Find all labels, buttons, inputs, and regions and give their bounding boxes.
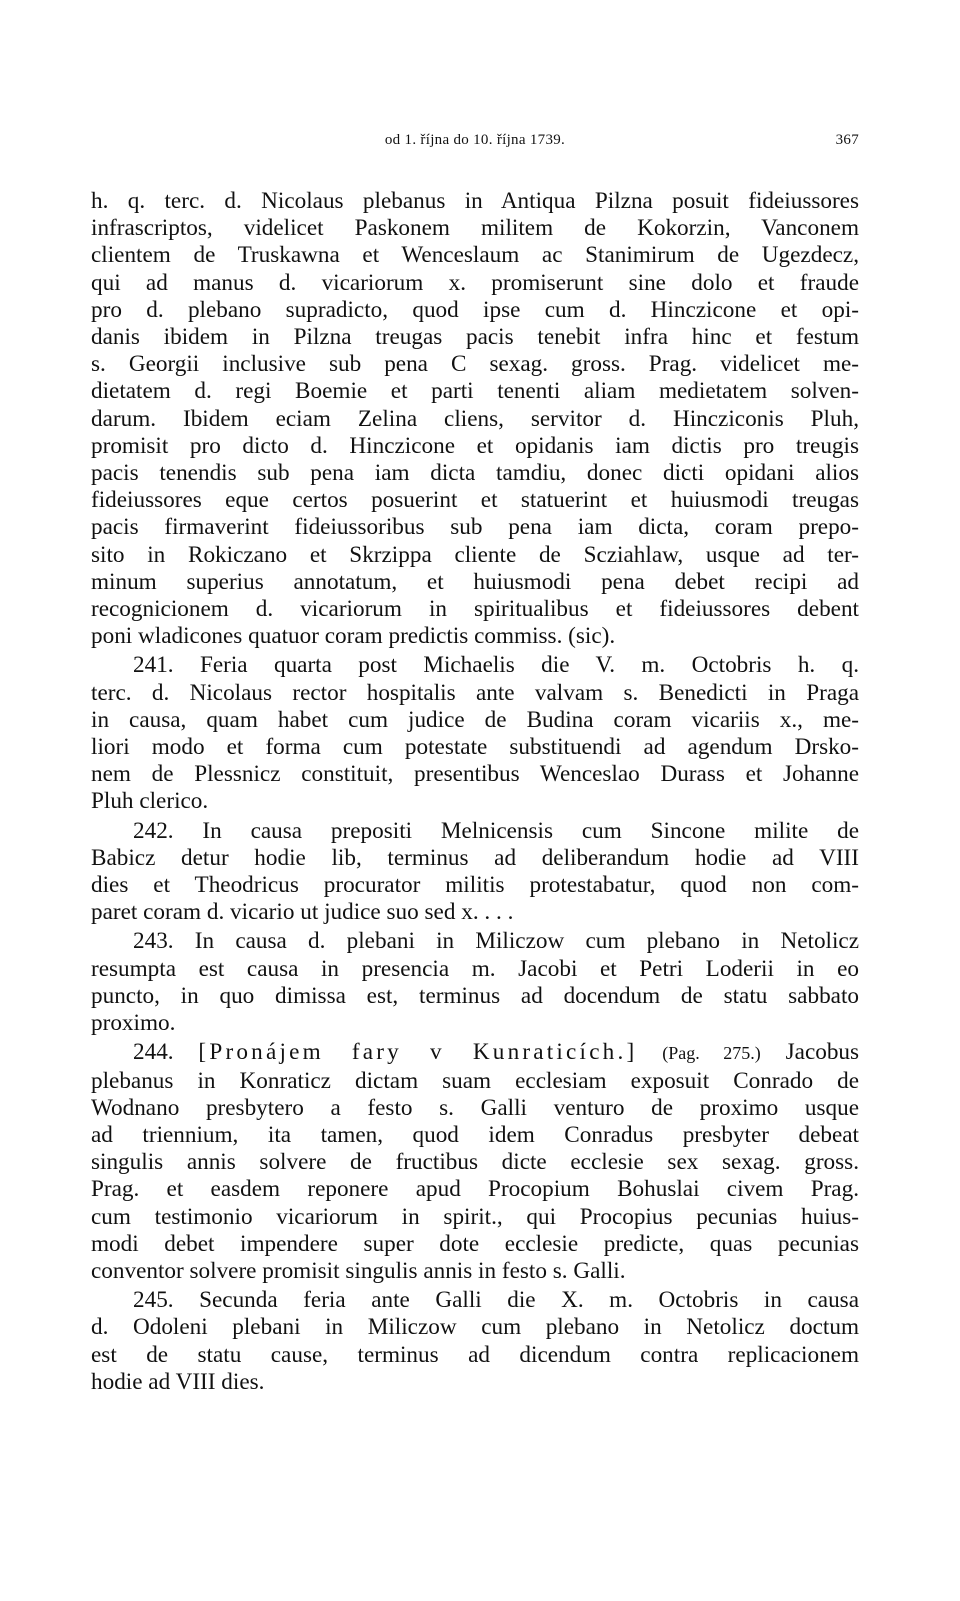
text-line: 241. Feria quarta post Michaelis die V. m. Octobris h. q. [133,652,859,679]
entry-number: 244. [133,1039,174,1066]
text-line: pro d. plebano supradicto, quod ipse cum d. Hinczicone et opi- [91,296,859,323]
paragraph-240-continuation [91,188,859,650]
text-line: hodie ad VIII dies. [91,1368,265,1395]
spaced-heading: [Pronájem fary v Kunraticích.] [198,1039,638,1066]
text-line: conventor solvere promisit singulis annis in festo s. Galli. [91,1257,626,1284]
text-line: sito in Rokiczano et Skrzippa cliente de Scziahlaw, usque ad ter- [91,541,859,568]
running-head [91,132,859,156]
entry-heading-line [91,1039,859,1067]
text-line: d. Odoleni plebani in Miliczow cum plebano in Netolicz doctum [91,1314,859,1341]
text-line: cum testimonio vicariorum in spirit., qui Procopius pecunias huius- [91,1203,859,1230]
text-line: danis ibidem in Pilzna treugas pacis tenebit infra hinc et festum [91,324,859,351]
text-line: singulis annis solvere de fructibus dicte ecclesie sex sexag. gross. [91,1149,859,1176]
text-line: infrascriptos, videlicet Paskonem militem de Kokorzin, Vanconem [91,215,859,242]
text-line: puncto, in quo dimissa est, terminus ad docendum de statu sabbato [91,982,859,1009]
text-line: Pluh clerico. [91,788,209,815]
page-reference: (Pag. 275.) [662,1043,761,1064]
text-line: est de statu cause, terminus ad dicendum contra replicacionem [91,1341,859,1368]
text-line: Wodnano presbytero a festo s. Galli venturo de proximo usque [91,1094,859,1121]
text-line: recognicionem d. vicariorum in spiritualibus et fideiussores debent [91,596,859,623]
text-line: promisit pro dicto d. Hinczicone et opidanis iam dictis pro treugis [91,432,859,459]
entry-242 [91,818,859,927]
entry-245 [91,1287,859,1396]
text-line: poni wladicones quatuor coram predictis commiss. (sic). [91,623,616,650]
text-line: Prag. et easdem reponere apud Procopium Bohuslai civem Prag. [91,1176,859,1203]
text-line: modi debet impendere super dote ecclesie predicte, quas pecunias [91,1230,859,1257]
text-line: clientem de Truskawna et Wenceslaum ac Stanimirum de Ugezdecz, [91,242,859,269]
text-line: 243. In causa d. plebani in Miliczow cum plebano in Netolicz [133,928,859,955]
text-line: h. q. terc. d. Nicolaus plebanus in Antiqua Pilzna posuit fideiussores [91,188,859,214]
page-number: 367 [835,132,859,148]
text-line: s. Georgii inclusive sub pena C sexag. gross. Prag. videlicet me- [91,351,859,378]
text-line: fideiussores eque certos posuerint et statuerint et huiusmodi treugas [91,487,859,514]
text-line: dietatem d. regi Boemie et parti tenenti aliam medietatem solven- [91,378,859,405]
text-line: nem de Plessnicz constituit, presentibus Wenceslao Durass et Johanne [91,761,859,788]
running-title: od 1. října do 10. října 1739. [384,132,566,148]
body-text [91,188,859,1396]
heading-line-rest: Jacobus [785,1039,860,1066]
text-line: 242. In causa prepositi Melnicensis cum Sincone milite de [133,817,859,844]
text-line: pacis tenendis sub pena iam dicta tamdiu, donec dicti opidani alios [91,460,859,487]
text-line: proximo. [91,1010,176,1037]
text-line: dies et Theodricus procurator militis protestabatur, quod non com- [91,872,859,899]
text-line: qui ad manus d. vicariorum x. promiserunt sine dolo et fraude [91,269,859,296]
text-line: pacis firmaverint fideiussoribus sub pena iam dicta, coram prepo- [91,514,859,541]
text-line: paret coram d. vicario ut judice suo sed x. . . . [91,899,514,926]
text-line: ad triennium, ita tamen, quod idem Conradus presbyter debeat [91,1121,859,1148]
text-line: resumpta est causa in presencia m. Jacobi et Petri Loderii in eo [91,955,859,982]
text-line: terc. d. Nicolaus rector hospitalis ante valvam s. Benedicti in Praga [91,679,859,706]
text-line: 245. Secunda feria ante Galli die X. m. Octobris in causa [133,1287,859,1314]
text-line: in causa, quam habet cum judice de Budina coram vicariis x., me- [91,706,859,733]
entry-244 [91,1039,859,1285]
text-line: Babicz detur hodie lib, terminus ad deliberandum hodie ad VIII [91,844,859,871]
entry-243 [91,928,859,1037]
text-line: liori modo et forma cum potestate substituendi ad agendum Drsko- [91,734,859,761]
text-line: plebanus in Konraticz dictam suam ecclesiam exposuit Conrado de [91,1067,859,1094]
entry-241 [91,652,859,815]
text-line: minum superius annotatum, et huiusmodi pena debet recipi ad [91,568,859,595]
text-line: darum. Ibidem eciam Zelina cliens, servitor d. Hincziconis Pluh, [91,405,859,432]
